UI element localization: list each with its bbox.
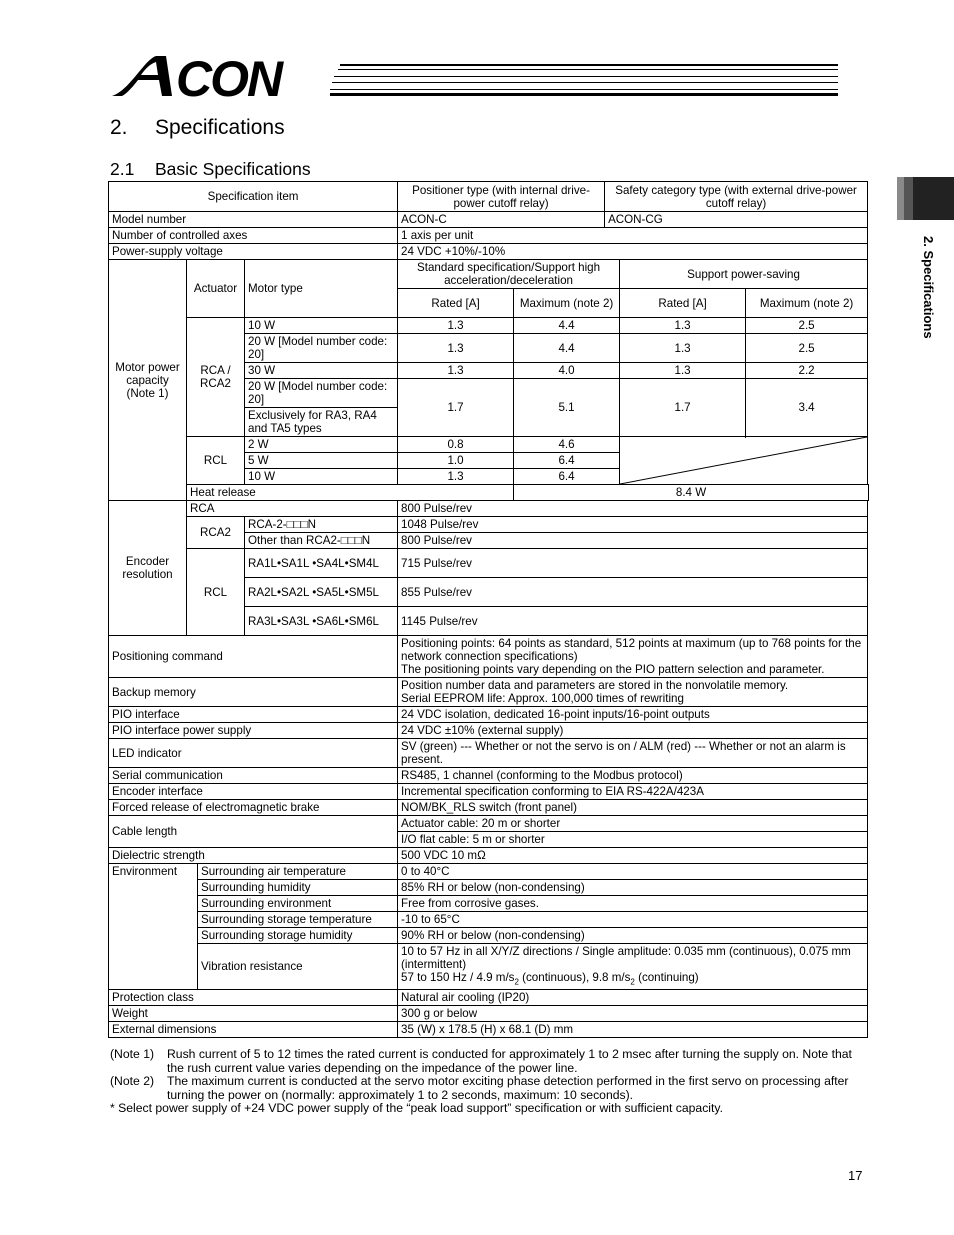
cable-length-io: I/O flat cable: 5 m or shorter xyxy=(398,832,868,848)
dielectric-strength-value: 500 VDC 10 mΩ xyxy=(398,848,868,864)
heat-release-label: Heat release xyxy=(187,485,514,501)
environment-value: -10 to 65°C xyxy=(398,912,868,928)
max-save-cell: 2.5 xyxy=(746,334,868,363)
backup-memory-line2: Serial EEPROM life: Approx. 100,000 times of rewriting xyxy=(401,692,684,705)
note-label: (Note 2) xyxy=(110,1074,155,1089)
section-number: 2. xyxy=(110,116,128,139)
rated-save-cell: 1.7 xyxy=(620,379,746,437)
encoder-resolution-label: Encoder resolution xyxy=(109,501,187,636)
encoder-type-cell: RCA-2-□□□N xyxy=(245,517,398,533)
superscript: 2 xyxy=(514,977,519,987)
encoder-value-cell: 800 Pulse/rev xyxy=(398,533,868,549)
rated-std-cell: 0.8 xyxy=(398,437,514,453)
encoder-rca-value: 800 Pulse/rev xyxy=(398,501,868,517)
rated-header-save: Rated [A] xyxy=(620,289,746,318)
max-save-cell: 2.5 xyxy=(746,318,868,334)
header-safety-type: Safety category type (with external drive-power cutoff relay) xyxy=(605,182,868,212)
cable-length-label: Cable length xyxy=(109,816,398,848)
note-label: (Note 1) xyxy=(110,1047,155,1061)
motor-type-cell: 10 W xyxy=(245,469,398,485)
footnotes xyxy=(110,1048,870,1116)
weight-label: Weight xyxy=(109,1006,398,1022)
environment-value: Free from corrosive gases. xyxy=(398,896,868,912)
motor-type-cell: Exclusively for RA3, RA4 and TA5 types xyxy=(245,408,398,437)
power-supply-voltage-value: 24 VDC +10%/-10% xyxy=(398,244,868,260)
pio-power-supply-value: 24 VDC ±10% (external supply) xyxy=(398,723,868,739)
pio-interface-value: 24 VDC isolation, dedicated 16-point inputs/16-point outputs xyxy=(398,707,868,723)
side-tab-label: 2. Specifications xyxy=(921,236,936,339)
power-supply-footnote: * Select power supply of +24 VDC power supply of the “peak load support” specification or with sufficient capacity. xyxy=(110,1101,723,1116)
encoder-rca-label: RCA xyxy=(187,501,398,517)
subsection-heading xyxy=(110,159,311,180)
max-std-cell: 6.4 xyxy=(514,469,620,485)
max-save-cell: 2.2 xyxy=(746,363,868,379)
dielectric-strength-label: Dielectric strength xyxy=(109,848,398,864)
max-std-cell: 5.1 xyxy=(514,379,620,437)
subsection-title: Basic Specifications xyxy=(155,159,311,179)
vibration-resistance-label: Vibration resistance xyxy=(198,944,398,990)
led-indicator-value: SV (green) --- Whether or not the servo is on / ALM (red) --- Whether or not an alarm is present. xyxy=(398,739,868,768)
subsection-number: 2.1 xyxy=(110,159,135,179)
vibration-line2-c: (continuing) xyxy=(634,971,699,984)
encoder-value-cell: 855 Pulse/rev xyxy=(398,578,868,607)
rca-group-label: RCA / RCA2 xyxy=(187,318,245,437)
note-1 xyxy=(110,1048,870,1075)
heat-release-value: 8.4 W xyxy=(514,485,869,501)
cable-length-actuator: Actuator cable: 20 m or shorter xyxy=(398,816,868,832)
vibration-line2-b: (continuous), 9.8 m/s xyxy=(518,971,631,984)
rated-std-cell: 1.0 xyxy=(398,453,514,469)
pio-interface-label: PIO interface xyxy=(109,707,398,723)
vibration-line2-a: 57 to 150 Hz / 4.9 m/s xyxy=(401,971,515,984)
basic-specifications-table xyxy=(108,181,869,1038)
max-std-cell: 4.4 xyxy=(514,334,620,363)
environment-value: 85% RH or below (non-condensing) xyxy=(398,880,868,896)
standard-spec-header: Standard specification/Support high acceleration/deceleration xyxy=(398,260,620,289)
motor-type-label: Motor type xyxy=(245,260,398,318)
serial-communication-value: RS485, 1 channel (conforming to the Modbus protocol) xyxy=(398,768,868,784)
motor-power-capacity-label: Motor power capacity (Note 1) xyxy=(109,260,187,501)
brake-release-label: Forced release of electromagnetic brake xyxy=(109,800,398,816)
external-dimensions-label: External dimensions xyxy=(109,1022,398,1038)
motor-type-cell: 10 W xyxy=(245,318,398,334)
encoder-value-cell: 715 Pulse/rev xyxy=(398,549,868,578)
positioning-command-label: Positioning command xyxy=(109,636,398,678)
encoder-rcl-label: RCL xyxy=(187,549,245,636)
rated-std-cell: 1.3 xyxy=(398,334,514,363)
backup-memory-value xyxy=(398,678,868,707)
logo-rule-lines xyxy=(330,64,838,96)
motor-type-cell: 2 W xyxy=(245,437,398,453)
environment-value: 90% RH or below (non-condensing) xyxy=(398,928,868,944)
encoder-interface-value: Incremental specification conforming to EIA RS-422A/423A xyxy=(398,784,868,800)
header-spec-item: Specification item xyxy=(109,182,398,212)
protection-class-label: Protection class xyxy=(109,990,398,1006)
motor-type-cell: 20 W [Model number code: 20] xyxy=(245,334,398,363)
serial-communication-label: Serial communication xyxy=(109,768,398,784)
max-header-std: Maximum (note 2) xyxy=(514,289,620,318)
rated-save-cell: 1.3 xyxy=(620,318,746,334)
environment-item: Surrounding environment xyxy=(198,896,398,912)
rated-header-std: Rated [A] xyxy=(398,289,514,318)
rated-std-cell: 1.3 xyxy=(398,469,514,485)
max-std-cell: 4.4 xyxy=(514,318,620,334)
max-std-cell: 6.4 xyxy=(514,453,620,469)
max-std-cell: 4.0 xyxy=(514,363,620,379)
environment-label: Environment xyxy=(109,864,198,990)
acon-logo xyxy=(110,50,330,98)
positioning-command-line2: The positioning points vary depending on the PIO pattern selection and parameter. xyxy=(401,663,825,676)
axes-value: 1 axis per unit xyxy=(398,228,868,244)
logo-a xyxy=(112,56,172,96)
encoder-type-cell: Other than RCA2-□□□N xyxy=(245,533,398,549)
environment-item: Surrounding storage temperature xyxy=(198,912,398,928)
header-positioner-type: Positioner type (with internal drive-power cutoff relay) xyxy=(398,182,605,212)
motor-type-cell: 5 W xyxy=(245,453,398,469)
section-title: Specifications xyxy=(155,116,285,139)
encoder-type-cell: RA1L•SA1L •SA4L•SM4L xyxy=(245,549,398,578)
pio-power-supply-label: PIO interface power supply xyxy=(109,723,398,739)
motor-type-cell: 30 W xyxy=(245,363,398,379)
section-heading xyxy=(110,116,285,140)
max-header-save: Maximum (note 2) xyxy=(746,289,868,318)
side-tab-marker xyxy=(897,177,954,220)
backup-memory-label: Backup memory xyxy=(109,678,398,707)
protection-class-value: Natural air cooling (IP20) xyxy=(398,990,868,1006)
logo-con: CON xyxy=(176,51,282,98)
encoder-interface-label: Encoder interface xyxy=(109,784,398,800)
encoder-type-cell: RA3L•SA3L •SA6L•SM6L xyxy=(245,607,398,636)
power-supply-voltage-label: Power-supply voltage xyxy=(109,244,398,260)
positioning-command-line1: Positioning points: 64 points as standard, 512 points at maximum (up to 768 points for the network connection specifications) xyxy=(401,637,862,663)
rated-std-cell: 1.3 xyxy=(398,318,514,334)
power-saving-header: Support power-saving xyxy=(620,260,868,289)
rated-std-cell: 1.3 xyxy=(398,363,514,379)
not-applicable-cell xyxy=(620,437,868,485)
led-indicator-label: LED indicator xyxy=(109,739,398,768)
max-std-cell: 4.6 xyxy=(514,437,620,453)
encoder-value-cell: 1048 Pulse/rev xyxy=(398,517,868,533)
vibration-line1: 10 to 57 Hz in all X/Y/Z directions / Single amplitude: 0.035 mm (continuous), 0.075 mm (intermittent) xyxy=(401,945,851,971)
encoder-value-cell: 1145 Pulse/rev xyxy=(398,607,868,636)
axes-label: Number of controlled axes xyxy=(109,228,398,244)
positioning-command-value xyxy=(398,636,868,678)
rated-save-cell: 1.3 xyxy=(620,363,746,379)
motor-type-cell: 20 W [Model number code: 20] xyxy=(245,379,398,408)
vibration-line2 xyxy=(401,971,864,988)
model-number-cg: ACON-CG xyxy=(605,212,868,228)
environment-item: Surrounding air temperature xyxy=(198,864,398,880)
note-2 xyxy=(110,1075,870,1102)
encoder-rca2-label: RCA2 xyxy=(187,517,245,549)
backup-memory-line1: Position number data and parameters are stored in the nonvolatile memory. xyxy=(401,679,789,692)
model-number-c: ACON-C xyxy=(398,212,605,228)
rcl-group-label: RCL xyxy=(187,437,245,485)
rated-std-cell: 1.7 xyxy=(398,379,514,437)
rated-save-cell: 1.3 xyxy=(620,334,746,363)
environment-item: Surrounding humidity xyxy=(198,880,398,896)
encoder-type-cell: RA2L•SA2L •SA5L•SM5L xyxy=(245,578,398,607)
superscript: 2 xyxy=(630,977,635,987)
max-save-cell: 3.4 xyxy=(746,379,868,437)
weight-value: 300 g or below xyxy=(398,1006,868,1022)
note-text: Rush current of 5 to 12 times the rated current is conducted for approximately 1 to 2 msec after turning the supply on. Note that the rush current value varies depending on the impedance of the power line. xyxy=(167,1047,852,1075)
model-number-label: Model number xyxy=(109,212,398,228)
actuator-label: Actuator xyxy=(187,260,245,318)
note-text: The maximum current is conducted at the servo motor exciting phase detection performed in the first servo on processing after turning the power on (normally: approximately 1 to 2 seconds, maximum: 10 seconds). xyxy=(167,1074,849,1102)
brake-release-value: NOM/BK_RLS switch (front panel) xyxy=(398,800,868,816)
external-dimensions-value: 35 (W) x 178.5 (H) x 68.1 (D) mm xyxy=(398,1022,868,1038)
environment-value: 0 to 40°C xyxy=(398,864,868,880)
page-number: 17 xyxy=(848,1168,863,1183)
environment-item: Surrounding storage humidity xyxy=(198,928,398,944)
vibration-resistance-value xyxy=(398,944,868,990)
